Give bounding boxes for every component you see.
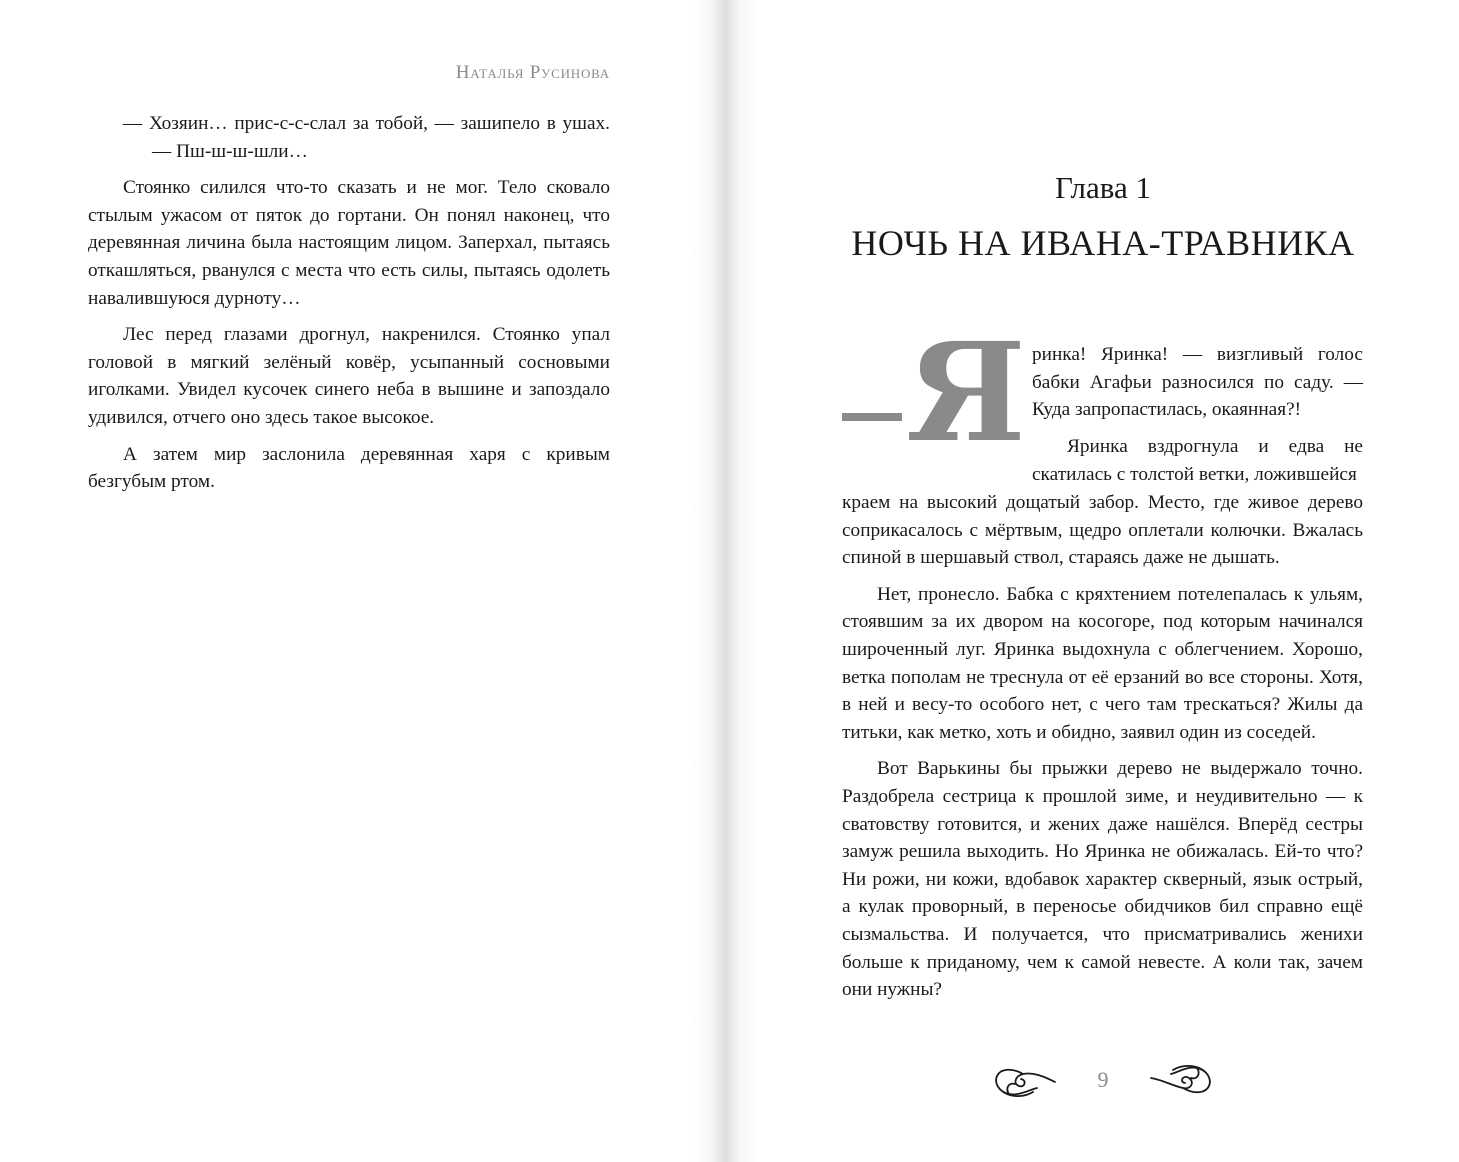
right-second-paragraph-top bbox=[1032, 433, 1363, 488]
page-number: 9 bbox=[1097, 1067, 1109, 1092]
left-flourish-icon bbox=[993, 1062, 1057, 1102]
dropcap-letter: Я bbox=[906, 313, 1026, 473]
left-paragraph-1: Стоянко силился что-то сказать и не мог. Тело сковало стылым ужасом от пяток до гортани. Он понял наконец, что деревянная личина была настоящим лицом. Заперхал, пытаясь откашляться, рванулся с места что есть силы, пытаясь одолеть навалившуюся дурноту… bbox=[88, 177, 610, 309]
right-first-paragraph bbox=[1032, 341, 1363, 433]
left-paragraph-3: А затем мир заслонила деревянная харя с кривым безгубым ртом. bbox=[88, 443, 610, 493]
page-folio bbox=[993, 1062, 1213, 1102]
right-main-text bbox=[842, 489, 1363, 1013]
right-paragraph-4: Вот Варькины бы прыжки дерево не выдержало точно. Раздобрела сестрица к прошлой зиме, и неудивительно — к сватовству готовится, и жених даже нашёлся. Вперёд сестры замуж решила выходить. Но Яринка не обижалась. Ей-то что? Ни рожи, ни кожи, вдобавок характер скверный, язык острый, а кулак проворный, в переносье обидчиков бил справно ещё сызмальства. И получается, что присматривались женихи больше к приданому, чем к самой невесте. А коли так, зачем они нужны? bbox=[842, 758, 1363, 1001]
right-paragraph-1: ринка! Яринка! — визгливый голос бабки Агафьи разносился по саду. — Куда запропастилась, окаянная?! bbox=[1032, 344, 1363, 421]
left-page-text bbox=[88, 110, 610, 505]
chapter-title: НОЧЬ НА ИВАНА-ТРАВНИКА bbox=[851, 223, 1355, 263]
left-paragraph-2: Лес перед глазами дрогнул, накренился. Стоянко упал головой в мягкий зелёный ковёр, усыпанный сосновыми иголками. Увидел кусочек синего неба в вышине и запоздало удивился, отчего оно здесь такое высокое. bbox=[88, 324, 610, 428]
right-flourish-icon bbox=[1149, 1062, 1213, 1102]
right-paragraph-2-start: Яринка вздрогнула и едва не скатилась с толстой ветки, ложившейся bbox=[1032, 436, 1363, 485]
running-head-author: Наталья Русинова bbox=[455, 62, 610, 83]
left-paragraph-dialog: — Хозяин… прис-с-с-слал за тобой, — зашипело в ушах. — Пш-ш-ш-шли… bbox=[123, 113, 610, 162]
right-paragraph-3: Нет, пронесло. Бабка с кряхтением потелепалась к ульям, стоявшим за их двором на косогоре, под которым начинался широченный луг. Яринка выдохнула с облегчением. Хорошо, ветка пополам не треснула от её ерзаний во все стороны. Хотя, в ней и весу-то особого нет, с чего там трескаться? Жилы да титьки, как метко, хоть и обидно, заявил один из соседей. bbox=[842, 583, 1363, 743]
right-paragraph-2-rest: краем на высокий дощатый забор. Место, где живое дерево соприкасалось с мёртвым, щедро оплетали колючки. Вжалась спиной в шершавый ствол, стараясь даже не дышать. bbox=[842, 492, 1363, 569]
dropcap-dash bbox=[842, 413, 902, 421]
chapter-label: Глава 1 bbox=[1054, 170, 1152, 205]
gutter-shadow-right bbox=[727, 0, 757, 1162]
